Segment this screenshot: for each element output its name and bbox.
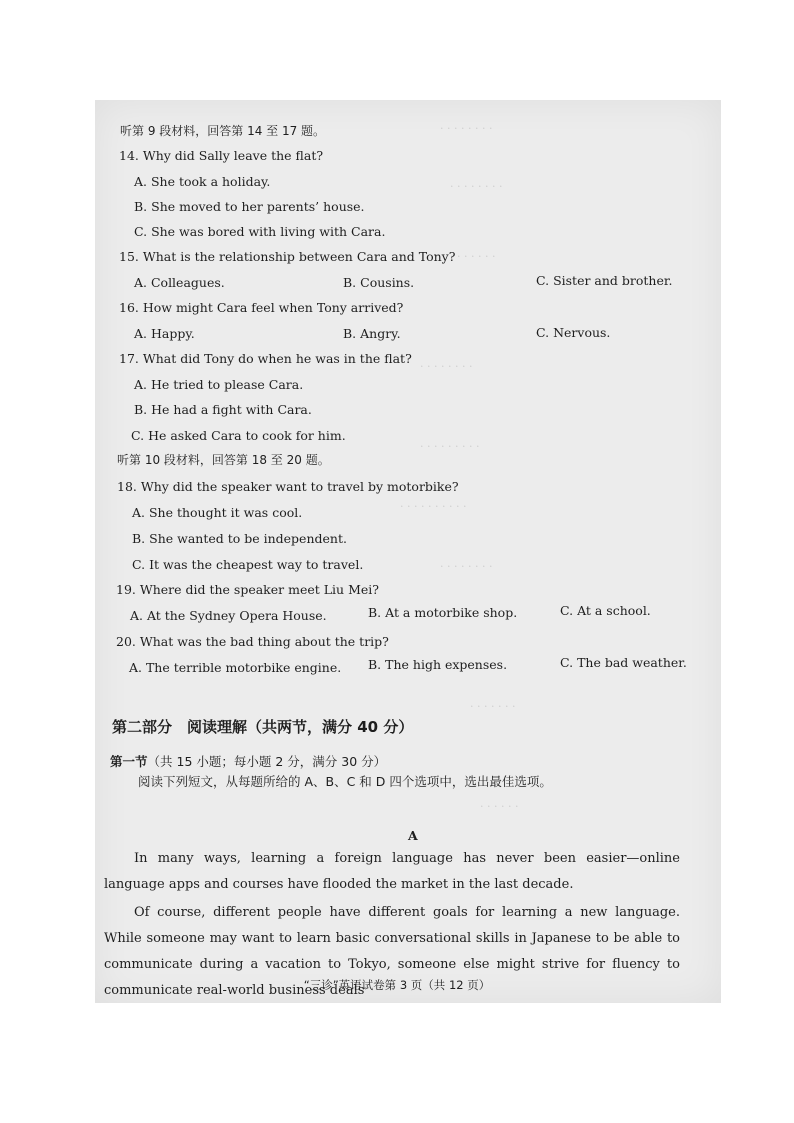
question-stem: 19. Where did the speaker meet Liu Mei? xyxy=(116,582,379,597)
answer-option: B. The high expenses. xyxy=(368,657,508,672)
answer-option: B. She moved to her parents’ house. xyxy=(134,199,365,214)
answer-option: A. He tried to please Cara. xyxy=(134,377,304,392)
answer-option: B. He had a fight with Cara. xyxy=(134,402,312,417)
answer-option: C. The bad weather. xyxy=(560,655,687,670)
answer-option: C. She was bored with living with Cara. xyxy=(134,224,386,239)
listening-header-9: 听第 9 段材料，回答第 14 至 17 题。 xyxy=(120,124,326,138)
answer-option: A. Happy. xyxy=(134,326,195,341)
answer-option: C. Sister and brother. xyxy=(536,273,673,288)
answer-option: B. At a motorbike shop. xyxy=(368,605,518,620)
section-info: （共 15 小题；每小题 2 分，满分 30 分） xyxy=(147,754,387,769)
passage-letter: A xyxy=(408,828,418,843)
question-stem: 16. How might Cara feel when Tony arrived? xyxy=(119,300,404,315)
answer-option: C. Nervous. xyxy=(536,325,611,340)
question-stem: 15. What is the relationship between Cara and Tony? xyxy=(119,249,456,264)
listening-header-10: 听第 10 段材料，回答第 18 至 20 题。 xyxy=(117,453,330,467)
part-title: 第二部分 阅读理解（共两节，满分 40 分） xyxy=(112,718,414,736)
section-label: 第一节 xyxy=(110,754,148,769)
section-heading xyxy=(110,752,386,770)
answer-option: A. She took a holiday. xyxy=(134,174,271,189)
answer-option: A. She thought it was cool. xyxy=(132,505,303,520)
question-stem: 20. What was the bad thing about the trip? xyxy=(116,634,389,649)
passage-paragraph: In many ways, learning a foreign language has never been easier—online language apps and courses have flooded the market in the last decade. xyxy=(104,851,680,892)
answer-option: C. He asked Cara to cook for him. xyxy=(131,428,346,443)
reading-instruction: 阅读下列短文，从每题所给的 A、B、C 和 D 四个选项中，选出最佳选项。 xyxy=(138,774,552,789)
answer-option: B. She wanted to be independent. xyxy=(132,531,347,546)
answer-option: C. It was the cheapest way to travel. xyxy=(132,557,364,572)
answer-option: A. At the Sydney Opera House. xyxy=(130,608,327,623)
answer-option: C. At a school. xyxy=(560,603,651,618)
question-stem: 18. Why did the speaker want to travel by motorbike? xyxy=(117,479,459,494)
answer-option: A. Colleagues. xyxy=(134,275,225,290)
passage-paragraph: Of course, different people have different goals for learning a new language. While someone may want to learn basic conversational skills in Japanese to be able to communicate during a vacation to Tokyo, someone else might strive for fluency to communicate real-world business deals xyxy=(104,905,680,998)
question-stem: 14. Why did Sally leave the flat? xyxy=(119,148,324,163)
question-stem: 17. What did Tony do when he was in the flat? xyxy=(119,351,412,366)
answer-option: B. Angry. xyxy=(343,326,401,341)
answer-option: B. Cousins. xyxy=(343,275,415,290)
page-footer: “三诊”英语试卷第 3 页（共 12 页） xyxy=(303,978,491,992)
answer-option: A. The terrible motorbike engine. xyxy=(129,660,342,675)
